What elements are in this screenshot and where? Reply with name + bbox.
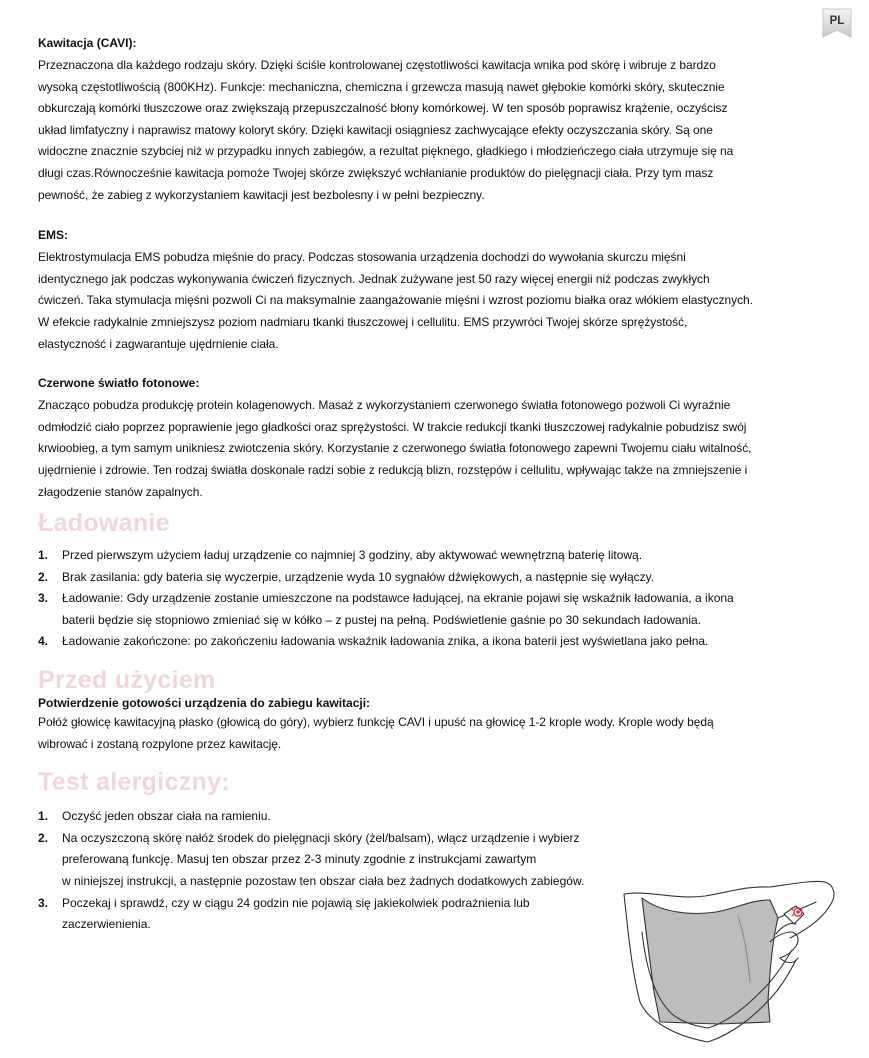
item-number: 3. xyxy=(38,895,49,910)
ems-line: identycznego jak podczas wykonywania ćwiczeń fizycznych. Jednak zużywane jest 50 razy więcej energii niż podczas zwykłych xyxy=(38,271,710,286)
language-label: PL xyxy=(829,15,845,27)
red-light-line: Znacząco pobudza produkcję protein kolagenowych. Masaż z wykorzystaniem czerwonego światła fotonowego pozwoli Ci wyraźnie xyxy=(38,398,731,413)
cavi-line: widoczne znacznie szybciej niż w przypadku innych zabiegów, a rezultat pięknego, gładkiego i młodzieńczego ciała utrzymuje się na xyxy=(38,144,734,159)
item-text: baterii będzie się stopniowo zmieniać się w kółko – z pustej na pełną. Podświetlenie gaśnie po 30 sekundach ładowania. xyxy=(62,612,702,627)
ems-line: Elektrostymulacja EMS pobudza mięśnie do pracy. Podczas stosowania urządzenia dochodzi do wywołania skurczu mięśni xyxy=(38,250,686,265)
item-text: zaczerwienienia. xyxy=(62,917,151,932)
item-text: Brak zasilania: gdy bateria się wyczerpie, urządzenie wyda 10 sygnałów dźwiękowych, a następnie się wyłączy. xyxy=(62,569,655,584)
manual-page xyxy=(38,36,843,936)
cavi-line: Przeznaczona dla każdego rodzaju skóry. Dzięki ściśle kontrolowanej częstotliwości kawitacja wnika pod skórę i wibruje z bardzo xyxy=(38,58,716,72)
before-use-subtitle: Potwierdzenie gotowości urządzenia do zabiegu kawitacji: xyxy=(38,696,371,711)
item-text: Oczyść jeden obszar ciała na ramieniu. xyxy=(62,809,271,824)
list-item xyxy=(38,588,843,631)
item-text: Poczekaj i sprawdź, czy w ciągu 24 godzin nie pojawią się jakiekolwiek podrażnienia lub xyxy=(62,895,530,910)
charging-list xyxy=(38,545,843,653)
item-number: 2. xyxy=(38,569,49,584)
list-item xyxy=(38,806,843,828)
item-text: Ładowanie zakończone: po zakończeniu ładowania wskaźnik ładowania znika, a ikona baterii jest wyświetlana jako pełna. xyxy=(62,634,709,649)
cavi-line: układ limfatyczny i naprawisz matowy koloryt skóry. Dzięki kawitacji osiągniesz zachwycające efekty oczyszczania skóry. Są one xyxy=(38,122,713,137)
item-number: 4. xyxy=(38,634,49,649)
ems-paragraph xyxy=(38,247,843,355)
cavi-section xyxy=(38,36,843,206)
list-item xyxy=(38,545,843,567)
before-use-section xyxy=(38,666,843,755)
item-number: 3. xyxy=(38,591,49,606)
red-light-line: krwioobieg, a tym samym unikniesz zwiotczenia skóry. Korzystanie z czerwonego światła fotonowego zapewni Twojemu ciału witalność, xyxy=(38,441,752,456)
red-light-line: odmłodzić ciało poprzez poprawienie jego gładkości oraz sprężystości. W trakcie redukcji tkanki tłuszczowej radykalnie pobudzisz swój xyxy=(38,419,747,434)
list-item xyxy=(38,567,843,589)
red-light-paragraph xyxy=(38,395,843,503)
before-use-heading: Przed użyciem xyxy=(38,666,216,695)
ems-section xyxy=(38,228,843,355)
ems-line: ćwiczeń. Taka stymulacja mięśni pozwoli Ci na maksymalnie zaangażowanie mięśni i wzrost poziomu białka oraz włókiem elastycznych. xyxy=(38,293,753,308)
cavi-line: pewność, że zabieg z wykorzystaniem kawitacji jest bezbolesny i w pełni bezpieczny. xyxy=(38,187,485,202)
cavi-line: obkurczają komórki tłuszczowe oraz zwiększają przepuszczalność błony komórkowej. W ten sposób poprawisz krążenie, oczyścisz xyxy=(38,101,728,116)
ems-line: W efekcie radykalnie zmniejszysz poziom nadmiaru tkanki tłuszczowej i cellulitu. EMS przywróci Twojej skórze sprężystość, xyxy=(38,314,688,329)
list-item xyxy=(38,631,843,653)
before-use-paragraph xyxy=(38,712,843,755)
cavi-line: długi czas.Równocześnie kawitacja pomoże Twojej skórze zwiększyć wchłanianie produktów do pielęgnacji ciała. Przy tym masz xyxy=(38,165,714,180)
item-text: Przed pierwszym użyciem ładuj urządzenie co najmniej 3 godziny, aby aktywować wewnętrzną baterię litową. xyxy=(62,548,643,563)
allergy-test-illustration xyxy=(620,872,850,1052)
item-text: Ładowanie: Gdy urządzenie zostanie umieszczone na podstawce ładującej, na ekranie pojawi się wskaźnik ładowania, a ikona xyxy=(62,591,734,606)
item-text: preferowaną funkcję. Masuj ten obszar przez 2-3 minuty zgodnie z instrukcjami zawartym xyxy=(62,852,537,867)
cavi-line: wysoką częstotliwością (800KHz). Funkcje: mechaniczna, chemiczna i grzewcza masują nawet głębokie komórki skóry, skutecznie xyxy=(38,79,725,94)
before-use-line: wibrować i zostaną rozpylone przez kawitację. xyxy=(38,736,282,751)
allergy-heading: Test alergiczny: xyxy=(38,768,230,797)
item-text: w niniejszej instrukcji, a następnie pozostaw ten obszar ciała bez żadnych dodatkowych zabiegów. xyxy=(62,874,585,889)
item-number: 2. xyxy=(38,830,49,845)
charging-section xyxy=(38,509,843,653)
ems-title: EMS: xyxy=(38,228,68,243)
item-text: Na oczyszczoną skórę nałóż środek do pielęgnacji skóry (żel/balsam), włącz urządzenie i wybierz xyxy=(62,830,580,845)
red-light-line: ujędrnienie i zdrowie. Ten rodzaj światła doskonale radzi sobie z redukcją blizn, rozstępów i cellulitu, wpływając także na zmniejszenie i xyxy=(38,462,748,477)
red-light-line: złagodzenie stanów zapalnych. xyxy=(38,484,203,499)
before-use-line: Połóż głowicę kawitacyjną płasko (głowicą do góry), wybierz funkcję CAVI i upuść na głowicę 1-2 krople wody. Krople wody będą xyxy=(38,715,714,730)
charging-heading: Ładowanie xyxy=(38,509,170,538)
cavi-title: Kawitacja (CAVI): xyxy=(38,36,137,50)
item-number: 1. xyxy=(38,809,49,824)
item-number: 1. xyxy=(38,548,49,563)
cavi-paragraph xyxy=(38,55,843,206)
ems-line: elastyczność i zagwarantuje ujędrnienie ciała. xyxy=(38,336,279,351)
red-light-title: Czerwone światło fotonowe: xyxy=(38,376,200,391)
red-light-section xyxy=(38,376,843,503)
